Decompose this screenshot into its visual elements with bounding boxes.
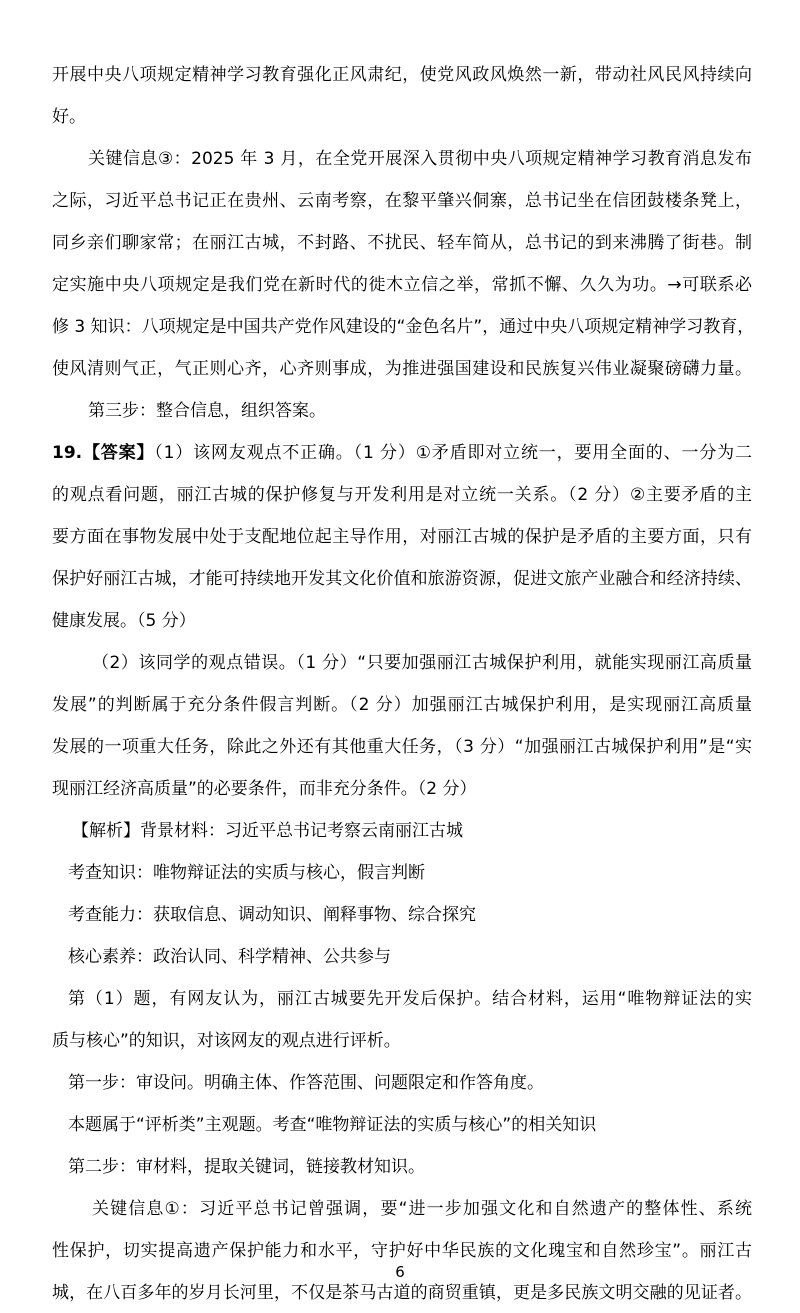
analysis-heading: 【解析】背景材料：习近平总书记考察云南丽江古城	[72, 821, 463, 841]
text-line: 质与核心”的知识，对该网友的观点进行评析。	[52, 1031, 401, 1051]
text-line: 核心素养：政治认同、科学精神、公共参与	[68, 947, 391, 967]
text-line: 使风清则气正，气正则心齐，心齐则事成，为推进强国建设和民族复兴伟业凝聚磅礴力量。	[52, 359, 752, 379]
text-line: （2）该同学的观点错误。（1 分）“只要加强丽江古城保护利用，就能实现丽江高质量	[92, 653, 752, 673]
text-line: 本题属于“评析类”主观题。考查“唯物辩证法的实质与核心”的相关知识	[68, 1115, 597, 1135]
text-line: 第一步：审设问。明确主体、作答范围、问题限定和作答角度。	[68, 1073, 544, 1093]
text-line: 城，在八百多年的岁月长河里，不仅是茶马古道的商贸重镇，更是多民族文明交融的见证者。	[52, 1283, 752, 1303]
page-number: 6	[395, 1263, 405, 1281]
text-line: 健康发展。（5 分）	[52, 611, 196, 631]
text-line: 性保护，切实提高遗产保护能力和水平，守护好中华民族的文化瑰宝和自然珍宝”。丽江古	[52, 1241, 752, 1261]
text-line: 同乡亲们聊家常；在丽江古城，不封路、不扰民、轻车简从，总书记的到来沸腾了街巷。制	[52, 233, 752, 253]
text-line: 之际，习近平总书记正在贵州、云南考察，在黎平肇兴侗寨，总书记坐在信团鼓楼条凳上，	[52, 191, 752, 211]
text-line: 关键信息①：习近平总书记曾强调，要“进一步加强文化和自然遗产的整体性、系统	[92, 1199, 752, 1219]
text-line: 现丽江经济高质量”的必要条件，而非充分条件。（2 分）	[52, 779, 477, 799]
text-line: 第（1）题，有网友认为，丽江古城要先开发后保护。结合材料，运用“唯物辩证法的实	[68, 989, 752, 1009]
text-line: 修 3 知识：八项规定是中国共产党作风建设的“金色名片”，通过中央八项规定精神学习教育，	[52, 317, 755, 337]
text-line: 考查知识：唯物辩证法的实质与核心，假言判断	[68, 863, 425, 883]
text-line: 定实施中央八项规定是我们党在新时代的徙木立信之举，常抓不懈、久久为功。→可联系必	[52, 275, 752, 295]
text-line: 考查能力：获取信息、调动知识、阐释事物、综合探究	[68, 905, 476, 925]
text-line: 第二步：审材料，提取关键词，链接教材知识。	[68, 1157, 425, 1177]
answer-label: 19.【答案】	[52, 443, 155, 463]
text-span: （1）该网友观点不正确。（1 分）①矛盾即对立统一，要用全面的、一分为二	[154, 443, 752, 463]
text-line: 开展中央八项规定精神学习教育强化正风肃纪，使党风政风焕然一新，带动社风民风持续向	[52, 65, 752, 85]
text-line: 保护好丽江古城，才能可持续地开发其文化价值和旅游资源，促进文旅产业融合和经济持续、	[52, 569, 752, 589]
text-line: 发展”的判断属于充分条件假言判断。（2 分）加强丽江古城保护利用，是实现丽江高质量	[52, 695, 752, 715]
text-line: 好。	[52, 107, 86, 127]
text-line: 关键信息③：2025 年 3 月，在全党开展深入贯彻中央八项规定精神学习教育消息发布	[88, 149, 752, 169]
text-line: 发展的一项重大任务，除此之外还有其他重大任务，（3 分）“加强丽江古城保护利用”是“实	[52, 737, 752, 757]
text-line: 要方面在事物发展中处于支配地位起主导作用，对丽江古城的保护是矛盾的主要方面，只有	[52, 527, 752, 547]
answer-heading-line	[52, 442, 752, 464]
text-line: 的观点看问题，丽江古城的保护修复与开发利用是对立统一关系。（2 分）②主要矛盾的主	[52, 485, 752, 505]
text-line: 第三步：整合信息，组织答案。	[88, 401, 326, 421]
